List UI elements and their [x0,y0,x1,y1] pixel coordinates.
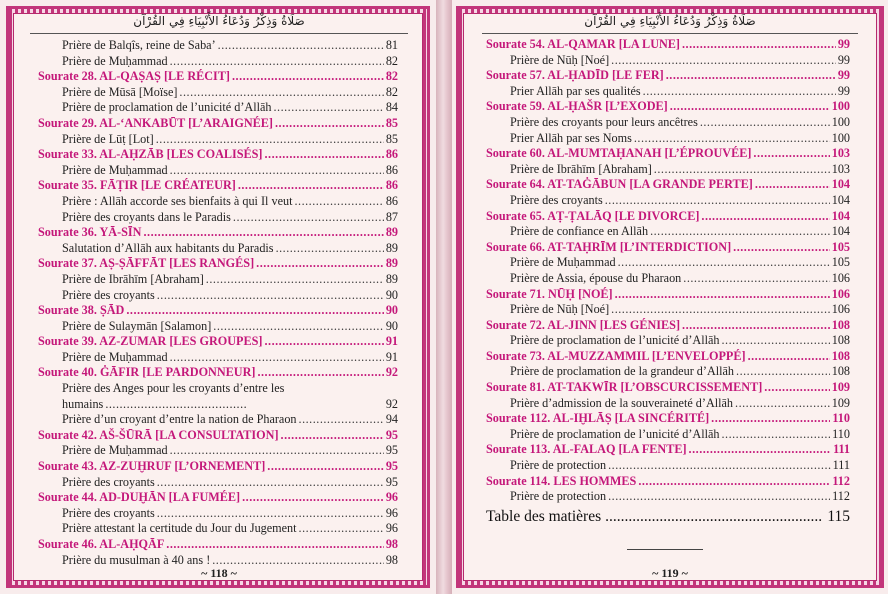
dot-leader [273,100,383,116]
entry-page: 82 [385,84,398,99]
sourate-title: Sourate 113. AL-FALAQ [LA FENTE] [486,442,687,457]
dot-leader [689,442,832,458]
dot-leader [143,225,383,241]
dot-leader [618,255,830,271]
entry-page: 91 [385,349,398,364]
entry-title: Prière : Allāh accorde ses bienfaits à qui Il veut [62,193,293,208]
entry-page: 112 [832,489,850,504]
dot-leader [654,162,830,178]
right-page [452,0,888,594]
prayer-entry [38,288,398,304]
sourate-heading [486,68,850,84]
entry-title: Prier Allāh par ses Noms [510,130,632,145]
sourate-heading [38,69,398,85]
toc-title: Table des matières [486,507,602,525]
dot-leader [242,490,384,506]
sourate-heading [486,177,850,193]
dot-leader [264,334,383,350]
sourate-page: 109 [831,380,850,395]
dot-leader [733,240,830,256]
entry-page: 95 [385,474,398,489]
entry-title: Prière d’admission de la souveraineté d’Allāh [510,395,734,410]
prayer-entry [486,53,850,69]
dot-leader [683,271,829,287]
dot-leader [170,350,384,366]
prayer-entry [38,210,398,226]
entry-title: Prière de Muḥammad [62,162,168,177]
dot-leader [265,147,384,163]
dot-leader [638,474,830,490]
entry-page: 106 [831,270,850,285]
entry-page: 84 [385,100,398,115]
dot-leader [213,319,384,335]
entry-title: Prière des croyants dans le Paradis [62,209,231,224]
sourate-title: Sourate 46. AL-AḤQĀF [38,537,165,551]
dot-leader [206,272,384,288]
dot-leader [650,224,830,240]
sourate-page: 104 [831,208,850,223]
left-running-header: صَلَاةُ وَذِكْرُ وَدُعَاءُ الأَنْبِيَاءِ فِي القُرْآن [133,14,305,28]
dot-leader [238,178,384,194]
sourate-page: 111 [833,442,850,457]
prayer-entry [38,381,398,412]
dot-leader [281,428,384,444]
dot-leader [157,506,384,522]
entry-page: 104 [831,224,850,239]
entry-title: Prière de Ibrāhīm [Abraham] [510,161,652,176]
dot-leader [748,349,830,365]
left-page [0,0,438,594]
sourate-title: Sourate 64. AT-TAĠĀBUN [LA GRANDE PERTE] [486,177,753,192]
sourate-page: 92 [385,365,398,380]
sourate-title: Sourate 39. AZ-ZUMAR [LES GROUPES] [38,334,263,349]
sourate-page: 85 [385,115,398,130]
dot-leader [605,193,830,209]
prayer-entry [486,396,850,412]
entry-title: Prière de Nūḥ [Noé] [510,302,610,317]
prayer-entry [38,54,398,70]
sourate-title: Sourate 112. AL-IḪLĀṢ [LA SINCÉRITÉ] [486,411,710,426]
entry-page: 96 [385,505,398,520]
dot-leader [232,69,384,85]
dot-leader [721,333,829,349]
dot-leader [218,38,384,54]
dot-leader [179,85,383,101]
entry-title: Prière de Lūṭ [Lot] [62,131,154,146]
sourate-heading [38,116,398,132]
sourate-heading [486,442,850,458]
prayer-entry [486,255,850,271]
entry-page: 100 [831,114,850,129]
sourate-heading [38,537,398,553]
dot-leader [294,194,383,210]
sourate-title: Sourate 59. AL-ḤAŠR [L’EXODE] [486,99,668,114]
sourate-page: 90 [385,303,398,318]
sourate-title: Sourate 38. ṢĀD [38,303,125,318]
sourate-title: Sourate 73. AL-MUZZAMMIL [L’ENVELOPPÉ] [486,348,746,363]
dot-leader [170,163,384,179]
sourate-heading [486,474,850,490]
entry-title: Prière des croyants [62,474,155,489]
sourate-heading [38,459,398,475]
dot-leader [611,302,830,318]
sourate-heading [38,147,398,163]
dot-leader [126,303,383,319]
prayer-entry [38,241,398,257]
prayer-entry [486,333,850,349]
right-header-rule [482,33,858,34]
sourate-page: 106 [831,286,850,301]
entry-title: Prier Allāh par ses qualités [510,83,641,98]
entry-page: 86 [385,193,398,208]
right-page-number: ~ 119 ~ [652,566,688,580]
prayer-entry [486,131,850,147]
prayer-entry [38,412,398,428]
entry-title: Prière de Muḥammad [62,349,168,364]
prayer-entry [486,84,850,100]
entry-title: Prière des croyants pour leurs ancêtres [510,114,698,129]
entry-page: 103 [831,161,850,176]
dot-leader [643,84,836,100]
entry-title-continued: humains [62,396,104,411]
sourate-heading [38,303,398,319]
dot-leader [257,365,383,381]
sourate-page: 105 [831,239,850,254]
entry-title: Prière de Mūsā [Moïse] [62,84,178,99]
sourate-page: 99 [837,68,850,83]
entry-page: 89 [385,240,398,255]
dot-leader [608,489,830,505]
sourate-page: 108 [831,317,850,332]
dot-leader [267,459,384,475]
sourate-title: Sourate 66. AT-TAḤRĪM [L’INTERDICTION] [486,239,732,254]
prayer-entry [38,38,398,54]
entry-page: 81 [385,38,398,52]
dot-leader [608,458,831,474]
dot-leader [276,241,384,257]
dot-leader [157,475,384,491]
prayer-entry [486,364,850,380]
sourate-page: 110 [832,411,850,426]
entry-page: 92 [385,396,398,411]
dot-leader [615,287,830,303]
entry-title: Prière de Muḥammad [62,443,168,458]
entry-page: 95 [385,443,398,458]
prayer-entry [38,163,398,179]
entry-title: Prière de proclamation de l’unicité d’Allāh [510,333,720,348]
sourate-title: Sourate 81. AT-TAKWĪR [L’OBSCURCISSEMENT] [486,380,763,395]
entry-title: Prière de Balqîs, reine de Saba’ [62,38,216,52]
sourate-title: Sourate 114. LES HOMMES [486,473,637,488]
sourate-heading [486,146,850,162]
entry-title: Prière des croyants [62,505,155,520]
sourate-heading [38,365,398,381]
sourate-page: 89 [385,256,398,271]
entry-title: Prière des croyants [62,287,155,302]
sourate-title: Sourate 37. AṢ-ṢĀFFĀT [LES RANGÉS] [38,256,255,271]
prayer-entry [486,115,850,131]
sourate-heading [486,411,850,427]
prayer-entry [38,194,398,210]
sourate-page: 82 [385,69,398,84]
right-running-header: صَلَاةُ وَذِكْرُ وَدُعَاءُ الأَنْبِيَاءِ فِي القُرْآن [584,14,756,28]
sourate-title: Sourate 28. AL-QAṢAṢ [LE RÉCIT] [38,69,230,84]
prayer-entry [38,443,398,459]
prayer-entry [38,132,398,148]
left-page-number: ~ 118 ~ [201,566,237,580]
prayer-entry [38,319,398,335]
prayer-entry [486,427,850,443]
prayer-entry [486,271,850,287]
entry-title: Prière de Nūḥ [Noé] [510,52,610,67]
dot-leader [299,412,384,428]
dot-leader [764,380,829,396]
sourate-heading [486,37,850,53]
sourate-title: Sourate 36. YĀ-SĪN [38,225,142,240]
sourate-heading [486,209,850,225]
prayer-entry [486,302,850,318]
sourate-title: Sourate 42. AŠ-ŠŪRĀ [LA CONSULTATION] [38,427,279,442]
dot-leader [166,537,384,553]
prayer-entry [38,506,398,522]
dot-leader [701,209,829,225]
dot-leader [736,364,830,380]
sourate-title: Sourate 44. AD-DUḪĀN [LA FUMÉE] [38,490,241,505]
sourate-page: 96 [385,490,398,505]
prayer-entry [38,521,398,537]
sourate-page: 100 [831,99,850,114]
dot-leader [711,411,830,427]
left-header-rule [30,33,408,34]
sourate-heading [486,349,850,365]
dot-leader [256,256,384,272]
sourate-title: Sourate 29. AL-‘ANKABŪT [L’ARAIGNÉE] [38,115,273,130]
sourate-page: 112 [832,473,850,488]
dot-leader [275,116,384,132]
sourate-page: 91 [385,334,398,349]
dot-leader [670,99,830,115]
sourate-page: 98 [385,537,398,551]
entry-page: 90 [385,287,398,302]
sourate-heading [486,380,850,396]
sourate-title: Sourate 65. AṬ-ṬALĀQ [LE DIVORCE] [486,208,700,223]
dot-leader [611,53,836,69]
entry-title: Prière de proclamation de l’unicité d’Allāh [510,426,720,441]
entry-title: Prière des croyants [510,192,603,207]
entry-title: Prière de confiance en Allāh [510,224,649,239]
dot-leader [634,131,830,147]
entry-title: Prière de proclamation de l’unicité d’Allāh [62,100,272,115]
entry-title: Prière de Muḥammad [62,53,168,68]
entry-page: 94 [385,412,398,427]
prayer-entry [38,85,398,101]
dot-leader [721,427,830,443]
dot-leader [233,210,384,226]
right-toc-list [486,37,850,524]
sourate-title: Sourate 35. FĀṬIR [LE CRÉATEUR] [38,178,236,193]
sourate-heading [38,178,398,194]
entry-page: 106 [831,302,850,317]
entry-title: Prière attestant la certitude du Jour du Jugement [62,521,297,536]
sourate-page: 95 [385,459,398,474]
toc-table-des-matieres [486,509,850,525]
sourate-heading [486,318,850,334]
sourate-title: Sourate 54. AL-QAMAR [LA LUNE] [486,37,680,51]
entry-page: 108 [831,364,850,379]
entry-page: 99 [837,52,850,67]
sourate-title: Sourate 33. AL-AḤZĀB [LES COALISÉS] [38,147,263,162]
entry-page: 110 [832,426,850,441]
dot-leader [170,443,384,459]
sourate-page: 104 [831,177,850,192]
entry-title: Prière des Anges pour les croyants d’entre les [62,381,285,396]
prayer-entry [486,489,850,505]
sourate-heading [38,428,398,444]
entry-title: Prière de Muḥammad [510,255,616,270]
dot-leader [605,509,823,525]
dot-leader [170,54,384,70]
prayer-entry [486,224,850,240]
dot-leader [755,177,830,193]
sourate-heading [486,99,850,115]
entry-title: Prière de protection [510,489,607,504]
sourate-heading [486,287,850,303]
entry-page: 100 [831,130,850,145]
entry-page: 104 [831,192,850,207]
entry-page: 105 [831,255,850,270]
entry-page: 86 [385,162,398,177]
dot-leader [156,132,384,148]
sourate-title: Sourate 57. AL-ḤADĪD [LE FER] [486,68,664,83]
entry-page: 99 [837,83,850,98]
sourate-heading [38,256,398,272]
prayer-entry [38,475,398,491]
sourate-page: 89 [385,225,398,240]
entry-page: 90 [385,318,398,333]
prayer-entry [486,162,850,178]
sourate-heading [38,225,398,241]
entry-page: 87 [385,209,398,224]
entry-title: Prière du musulman à 40 ans ! [62,552,211,567]
dot-leader [666,68,836,84]
entry-title: Prière d’un croyant d’entre la nation de Pharaon [62,412,297,427]
toc-page: 115 [827,507,850,525]
sourate-heading [38,334,398,350]
prayer-entry [486,193,850,209]
dot-leader [682,318,830,334]
entry-continuation [62,397,398,413]
prayer-entry [38,350,398,366]
entry-page: 111 [832,458,850,473]
sourate-page: 95 [385,427,398,442]
dot-leader [700,115,830,131]
dot-leader [157,288,384,304]
dot-leader [105,397,384,413]
entry-page: 82 [385,53,398,68]
sourate-heading [486,240,850,256]
left-toc-list [38,38,398,568]
entry-page: 98 [385,552,398,567]
entry-page: 108 [831,333,850,348]
sourate-title: Sourate 72. AL-JINN [LES GÉNIES] [486,317,681,332]
entry-title: Prière de Ibrāhīm [Abraham] [62,271,204,286]
entry-title: Prière de Sulaymān [Salamon] [62,318,212,333]
sourate-title: Sourate 71. NŪḤ [NOÉ] [486,286,613,301]
entry-title: Prière de proclamation de la grandeur d’Allāh [510,364,735,379]
entry-page: 96 [385,521,398,536]
entry-page: 85 [385,131,398,146]
sourate-page: 86 [385,147,398,162]
dot-leader [735,396,830,412]
entry-title: Salutation d’Allāh aux habitants du Paradis [62,240,274,255]
dot-leader [299,521,384,537]
entry-title: Prière de protection [510,458,607,473]
sourate-page: 86 [385,178,398,193]
sourate-title: Sourate 60. AL-MUMTAḤANAH [L’ÉPROUVÉE] [486,146,752,161]
prayer-entry [38,272,398,288]
prayer-entry [38,100,398,116]
sourate-page: 103 [831,146,850,161]
sourate-title: Sourate 40. ĠĀFIR [LE PARDONNEUR] [38,365,256,380]
sourate-heading [38,490,398,506]
short-rule [627,549,703,550]
entry-page: 109 [831,395,850,410]
dot-leader [682,37,836,53]
dot-leader [753,146,829,162]
sourate-page: 108 [831,348,850,363]
prayer-entry [486,458,850,474]
entry-page: 89 [385,271,398,286]
entry-title: Prière de Assia, épouse du Pharaon [510,270,682,285]
sourate-page: 99 [837,37,850,51]
sourate-title: Sourate 43. AZ-ZUḪRUF [L’ORNEMENT] [38,459,266,474]
